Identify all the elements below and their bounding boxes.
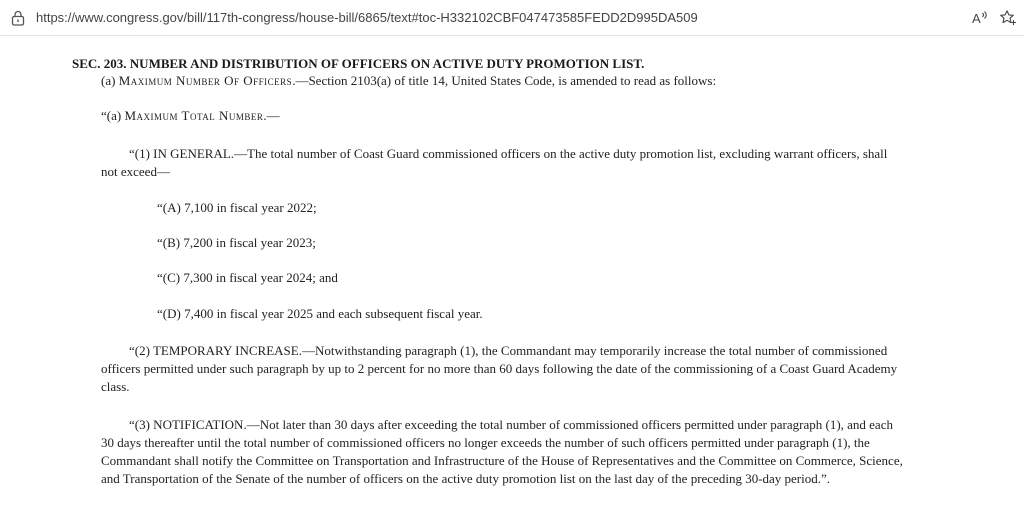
section-title: SEC. 203. NUMBER AND DISTRIBUTION OF OFFICERS ON ACTIVE DUTY PROMOTION LIST. (72, 56, 645, 71)
svg-text:A: A (972, 11, 981, 26)
quoted-heading-suffix: .— (263, 108, 280, 123)
read-aloud-icon[interactable] (971, 9, 989, 27)
quoted-heading-prefix: “(a) (101, 108, 122, 123)
paragraph-1-line-1: “(1) IN GENERAL.—The total number of Coast Guard commissioned officers on the active duty promotion list, excluding warrant officers, shall (129, 146, 888, 161)
list-item-b: “(B) 7,200 in fiscal year 2023; (157, 235, 316, 250)
subsection-a-heading: Maximum Number Of Officers (118, 73, 293, 88)
subsection-a-label: (a) (101, 73, 116, 88)
paragraph-3-line-3: Commandant shall notify the Committee on Transportation and Infrastructure of the House of Representatives and the Committee on Commerce, Science, (101, 453, 903, 468)
paragraph-2-line-1: “(2) TEMPORARY INCREASE.—Notwithstanding paragraph (1), the Commandant may temporarily increase the total number of commissioned (129, 343, 888, 358)
subsection-a (101, 72, 716, 90)
lock-icon[interactable] (11, 10, 25, 26)
quoted-heading-text: Maximum Total Number (124, 108, 264, 123)
paragraph-2-line-2: officers permitted under such paragraph by up to 2 percent for no more than 60 days following the date of the commissioning of a Coast Guard Academy (101, 361, 898, 376)
paragraph-2-line-3: class. (101, 379, 130, 394)
paragraph-3-line-2: 30 days thereafter until the total number of commissioned officers no longer exceeds the number of such officers permitted under paragraph (1), the (101, 435, 870, 450)
subsection-a-text: .—Section 2103(a) of title 14, United States Code, is amended to read as follows: (292, 73, 717, 88)
list-item-c: “(C) 7,300 in fiscal year 2024; and (157, 270, 338, 285)
paragraph-3-line-4: and Transportation of the Senate of the number of officers on the active duty promotion list on the last day of the preceding 30-day period.”. (101, 471, 831, 486)
bill-text-content (0, 36, 1024, 513)
list-item-a: “(A) 7,100 in fiscal year 2022; (157, 200, 317, 215)
address-bar[interactable] (0, 0, 1024, 36)
list-item-d: “(D) 7,400 in fiscal year 2025 and each subsequent fiscal year. (157, 306, 483, 321)
paragraph-1-line-2: not exceed— (101, 164, 170, 179)
paragraph-3-line-1: “(3) NOTIFICATION.—Not later than 30 days after exceeding the total number of commissioned officers permitted under paragraph (1), and each (129, 417, 893, 432)
favorite-star-icon[interactable] (999, 9, 1017, 27)
url-text[interactable]: https://www.congress.gov/bill/117th-congress/house-bill/6865/text#toc-H332102CBF047473585FEDD2D995DA509 (36, 10, 698, 25)
quoted-heading (101, 107, 280, 125)
